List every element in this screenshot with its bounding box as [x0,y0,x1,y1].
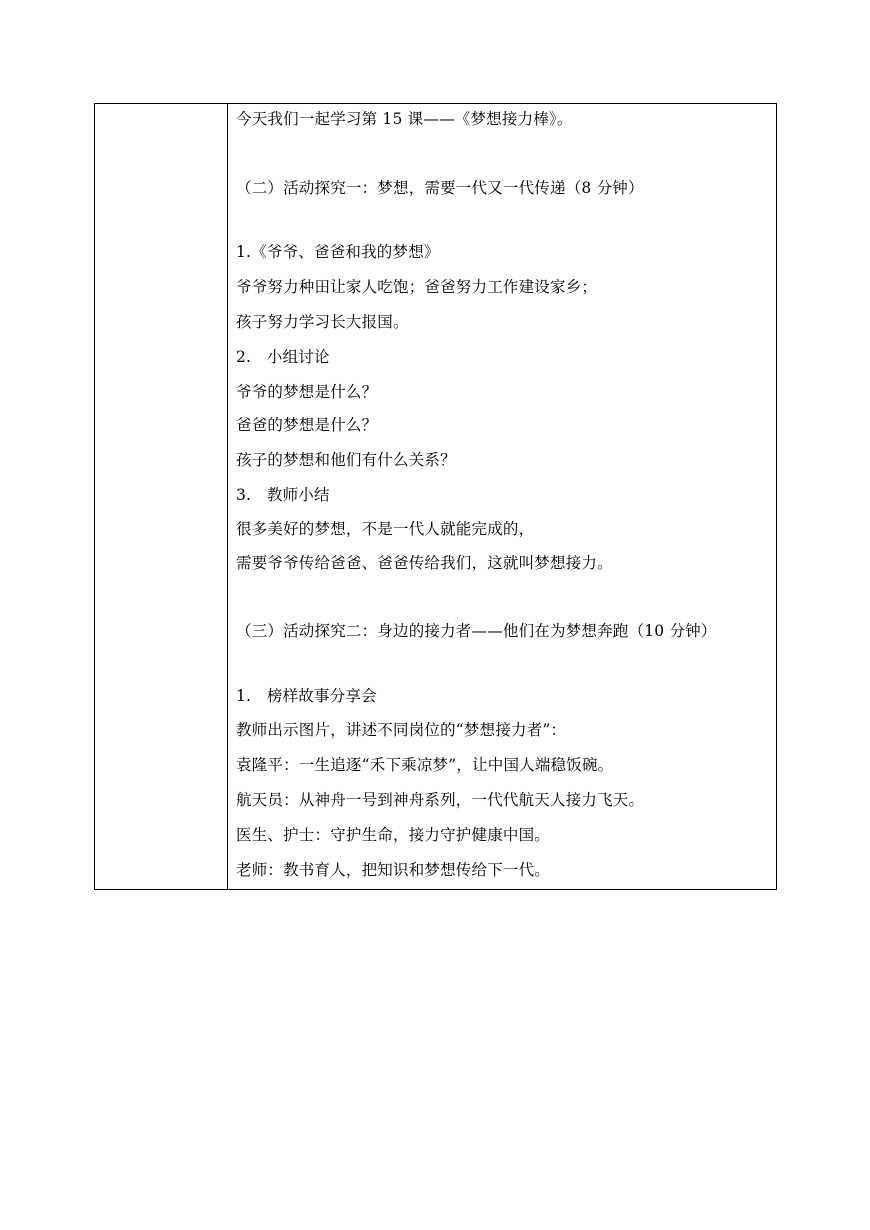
text-line-teacher: 老师：教书育人，把知识和梦想传给下一代。 [236,861,551,879]
text-line-question-2: 爸爸的梦想是什么？ [236,416,378,434]
text-line-teacher-summary: 3. 教师小结 [236,486,330,504]
text-line-summary-2: 需要爷爷传给爸爸、爸爸传给我们，这就叫梦想接力。 [236,554,613,572]
text-line-role-model-share: 1. 榜样故事分享会 [236,687,377,705]
text-line-question-1: 爷爷的梦想是什么？ [236,383,378,401]
text-line-group-discussion: 2. 小组讨论 [236,348,330,366]
table-right-cell [228,104,776,889]
lesson-table [94,103,777,890]
text-line-story-title: 1.《爷爷、爸爸和我的梦想》 [236,243,440,261]
section-heading-activity-1: （二）活动探究一：梦想，需要一代又一代传递（8 分钟） [236,179,644,197]
text-line-teacher-shows: 教师出示图片，讲述不同岗位的“梦想接力者”： [236,721,567,739]
text-line-astronaut: 航天员：从神舟一号到神舟系列，一代代航天人接力飞天。 [236,791,645,809]
section-heading-activity-2: （三）活动探究二：身边的接力者——他们在为梦想奔跑（10 分钟） [236,622,717,640]
text-line-summary-1: 很多美好的梦想，不是一代人就能完成的， [236,520,535,538]
text-line-yuan-longping: 袁隆平：一生追逐“禾下乘凉梦”，让中国人端稳饭碗。 [236,756,614,774]
text-line-intro: 今天我们一起学习第 15 课——《梦想接力棒》。 [236,110,573,128]
table-left-cell [95,104,228,889]
text-line-story-1: 爷爷努力种田让家人吃饱；爸爸努力工作建设家乡； [236,278,598,296]
text-line-story-2: 孩子努力学习长大报国。 [236,313,409,331]
text-line-question-3: 孩子的梦想和他们有什么关系？ [236,451,456,469]
text-line-doctor-nurse: 医生、护士：守护生命，接力守护健康中国。 [236,826,551,844]
